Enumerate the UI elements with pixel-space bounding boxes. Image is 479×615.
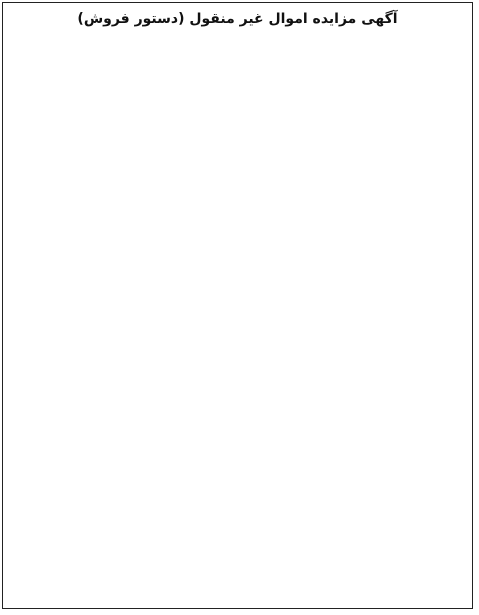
notice-title: آگهی مزایده اموال غیر منقول (دستور فروش)	[77, 11, 398, 27]
auction-notice	[2, 2, 473, 609]
